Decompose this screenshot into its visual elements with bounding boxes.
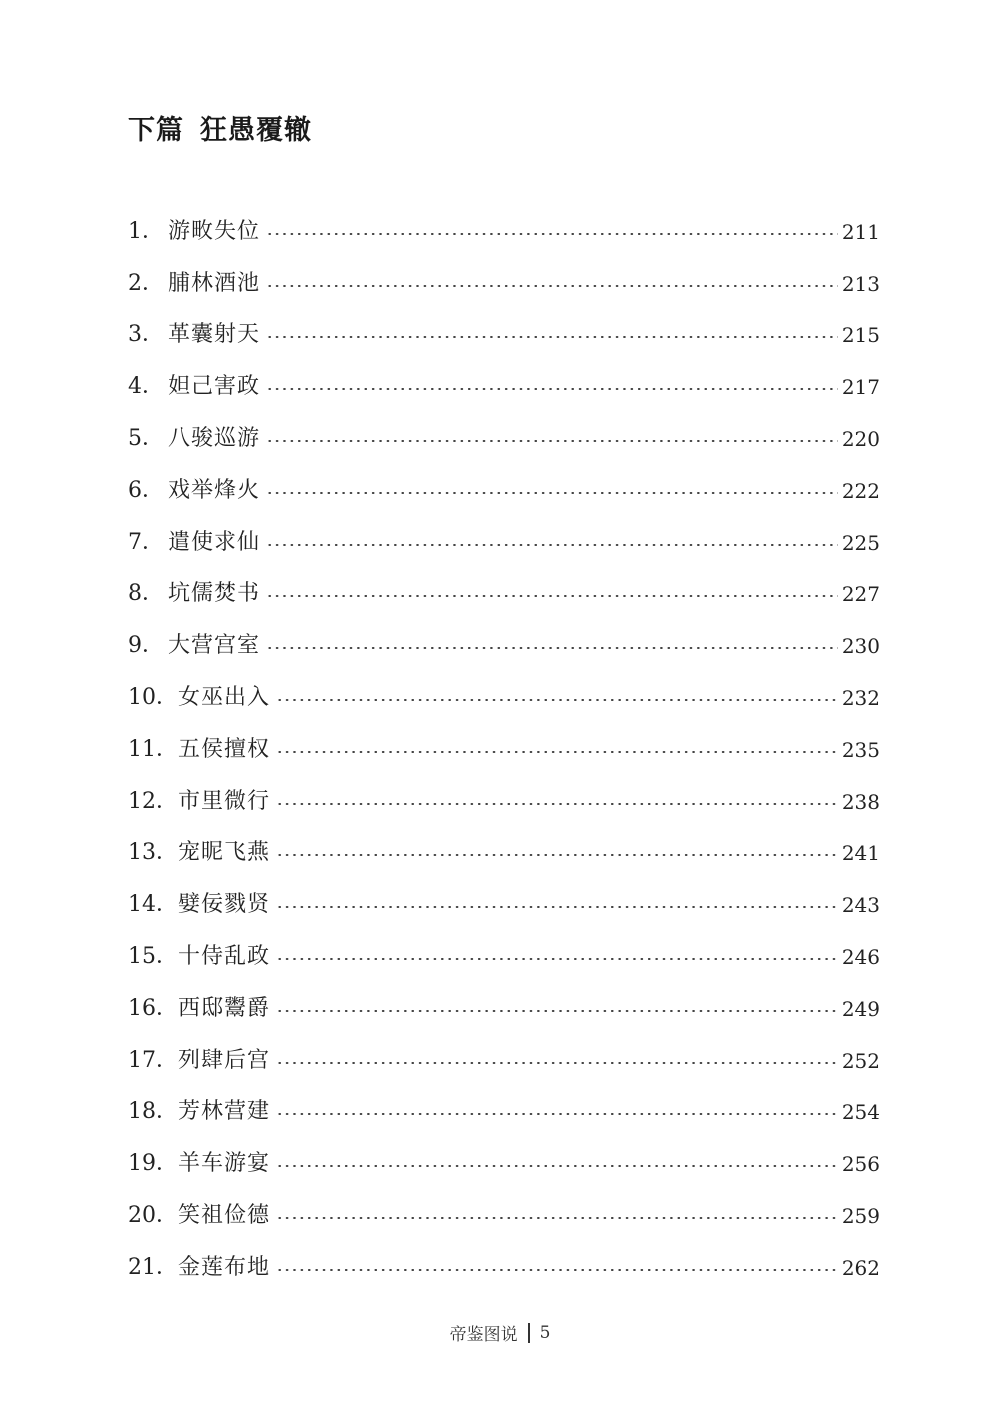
toc-entry-page: 235 xyxy=(841,737,880,762)
toc-entry-title: 革囊射天 xyxy=(168,322,261,348)
toc-entry[interactable] xyxy=(128,776,880,828)
toc-dot-leader xyxy=(276,854,838,856)
toc-entry-number: 13． xyxy=(128,840,178,866)
toc-entry[interactable] xyxy=(128,1242,880,1294)
footer-page-number: 5 xyxy=(539,1322,551,1343)
toc-entry-number: 20． xyxy=(128,1203,178,1229)
toc-dot-leader xyxy=(276,1217,838,1219)
page-footer xyxy=(0,1320,1000,1345)
toc-entry[interactable] xyxy=(128,569,880,621)
toc-entry-page: 225 xyxy=(841,530,880,555)
toc-dot-leader xyxy=(276,958,838,960)
toc-entry-page: 241 xyxy=(841,841,880,866)
toc-entry-number: 16． xyxy=(128,995,178,1021)
toc-entry-title: 女巫出入 xyxy=(178,685,271,711)
toc-entry[interactable] xyxy=(128,1035,880,1087)
toc-entry-page: 230 xyxy=(841,634,880,659)
toc-entry-page: 222 xyxy=(841,478,880,503)
toc-dot-leader xyxy=(266,595,838,597)
table-of-contents xyxy=(128,206,880,1294)
toc-entry-page: 259 xyxy=(841,1204,880,1229)
toc-entry-number: 1． xyxy=(128,218,164,244)
toc-entry-number: 8． xyxy=(128,581,164,607)
toc-entry[interactable] xyxy=(128,1087,880,1139)
toc-entry-title: 游畋失位 xyxy=(168,218,261,244)
toc-entry-page: 213 xyxy=(841,271,880,296)
toc-entry-page: 243 xyxy=(841,893,880,918)
toc-entry-page: 220 xyxy=(841,427,880,452)
toc-entry-number: 19． xyxy=(128,1151,178,1177)
toc-entry-page: 211 xyxy=(841,219,880,244)
toc-dot-leader xyxy=(276,699,838,701)
toc-entry-title: 五侯擅权 xyxy=(178,736,271,762)
toc-entry[interactable] xyxy=(128,310,880,362)
toc-entry[interactable] xyxy=(128,879,880,931)
toc-entry-page: 262 xyxy=(841,1255,880,1280)
toc-entry[interactable] xyxy=(128,724,880,776)
toc-entry-title: 列肆后宫 xyxy=(178,1047,271,1073)
toc-entry-number: 18． xyxy=(128,1099,178,1125)
toc-entry-page: 246 xyxy=(841,945,880,970)
toc-dot-leader xyxy=(276,1165,838,1167)
toc-entry-title: 坑儒焚书 xyxy=(168,581,261,607)
toc-entry-page: 252 xyxy=(841,1048,880,1073)
toc-entry-title: 西邸鬻爵 xyxy=(178,995,271,1021)
toc-dot-leader xyxy=(266,440,838,442)
toc-entry-number: 21． xyxy=(128,1254,178,1280)
toc-entry-title: 脯林酒池 xyxy=(168,270,261,296)
toc-entry-title: 嬖佞戮贤 xyxy=(178,892,271,918)
toc-entry-title: 市里微行 xyxy=(178,788,271,814)
toc-dot-leader xyxy=(266,285,838,287)
toc-dot-leader xyxy=(266,233,838,235)
toc-entry-page: 249 xyxy=(841,996,880,1021)
toc-entry-title: 羊车游宴 xyxy=(178,1151,271,1177)
toc-entry[interactable] xyxy=(128,517,880,569)
toc-dot-leader xyxy=(276,1062,838,1064)
toc-dot-leader xyxy=(276,751,838,753)
toc-entry-title: 八骏巡游 xyxy=(168,426,261,452)
toc-dot-leader xyxy=(276,1269,838,1271)
toc-entry[interactable] xyxy=(128,206,880,258)
toc-entry[interactable] xyxy=(128,413,880,465)
toc-entry-title: 十侍乱政 xyxy=(178,944,271,970)
toc-entry-number: 10． xyxy=(128,685,178,711)
toc-dot-leader xyxy=(276,1113,838,1115)
toc-entry[interactable] xyxy=(128,361,880,413)
toc-dot-leader xyxy=(276,803,838,805)
toc-dot-leader xyxy=(266,647,838,649)
toc-dot-leader xyxy=(276,1010,838,1012)
toc-entry-page: 256 xyxy=(841,1152,880,1177)
toc-entry-page: 232 xyxy=(841,686,880,711)
toc-entry-number: 3． xyxy=(128,322,164,348)
toc-entry[interactable] xyxy=(128,1138,880,1190)
toc-entry-number: 4． xyxy=(128,374,164,400)
toc-entry-page: 217 xyxy=(841,375,880,400)
toc-entry-number: 12． xyxy=(128,788,178,814)
toc-entry-title: 戏举烽火 xyxy=(168,477,261,503)
toc-entry[interactable] xyxy=(128,1190,880,1242)
toc-entry-number: 6． xyxy=(128,477,164,503)
toc-entry[interactable] xyxy=(128,828,880,880)
toc-entry[interactable] xyxy=(128,465,880,517)
toc-entry-number: 11． xyxy=(128,736,178,762)
toc-entry-number: 9． xyxy=(128,633,164,659)
toc-entry-number: 5． xyxy=(128,426,164,452)
footer-divider xyxy=(528,1323,530,1343)
toc-entry[interactable] xyxy=(128,258,880,310)
toc-dot-leader xyxy=(266,544,838,546)
toc-entry-title: 笑祖俭德 xyxy=(178,1203,271,1229)
section-title-text: 狂愚覆辙 xyxy=(200,115,312,146)
toc-entry-page: 254 xyxy=(841,1100,880,1125)
toc-entry-number: 2． xyxy=(128,270,164,296)
toc-entry-title: 芳林营建 xyxy=(178,1099,271,1125)
toc-entry-title: 金莲布地 xyxy=(178,1254,271,1280)
toc-entry-number: 15． xyxy=(128,944,178,970)
toc-entry-number: 14． xyxy=(128,892,178,918)
toc-entry-title: 大营宫室 xyxy=(168,633,261,659)
toc-entry[interactable] xyxy=(128,620,880,672)
toc-entry-title: 遣使求仙 xyxy=(168,529,261,555)
toc-entry-title: 妲己害政 xyxy=(168,374,261,400)
toc-entry-number: 17． xyxy=(128,1047,178,1073)
section-title xyxy=(128,108,312,147)
section-part-label: 下篇 xyxy=(128,115,184,146)
toc-dot-leader xyxy=(266,492,838,494)
toc-dot-leader xyxy=(266,336,838,338)
toc-entry-number: 7． xyxy=(128,529,164,555)
toc-entry[interactable] xyxy=(128,931,880,983)
footer-book-title: 帝鉴图说 xyxy=(449,1325,518,1345)
toc-entry-page: 215 xyxy=(841,323,880,348)
toc-entry[interactable] xyxy=(128,983,880,1035)
toc-dot-leader xyxy=(266,388,838,390)
toc-entry-page: 227 xyxy=(841,582,880,607)
toc-dot-leader xyxy=(276,906,838,908)
toc-entry-title: 宠昵飞燕 xyxy=(178,840,271,866)
toc-entry[interactable] xyxy=(128,672,880,724)
toc-entry-page: 238 xyxy=(841,789,880,814)
